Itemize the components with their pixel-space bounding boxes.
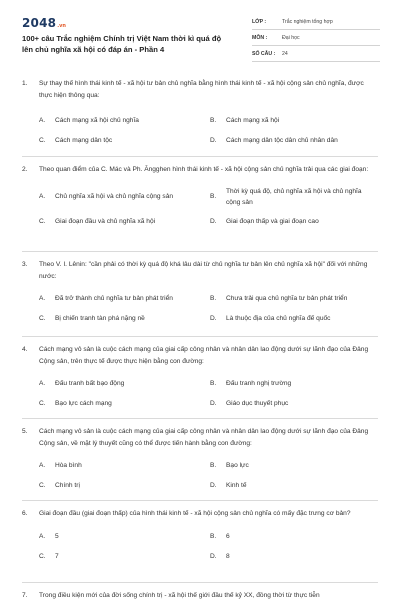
option-b[interactable]	[210, 531, 380, 542]
document-title: 100+ câu Trắc nghiệm Chính trị Việt Nam thời kì quá độ lên chủ nghĩa xã hội có đáp án - Phần 4	[22, 34, 222, 54]
meta-row-count	[252, 46, 380, 62]
option-text: Cách mạng xã hội chủ nghĩa	[55, 117, 139, 124]
question-number: 5.	[22, 428, 28, 435]
option-letter: A.	[39, 462, 46, 469]
logo-text: 2048	[22, 16, 57, 30]
question-text: Cách mạng vô sản là cuộc cách mạng của giai cấp công nhân và nhân dân lao động dưới sự lãnh đạo của Đảng Cộng sản, về mặt lý thuyết cũng có thể được tiến hành bằng con đường:	[39, 428, 369, 447]
option-a[interactable]	[39, 293, 209, 304]
option-text: Thời kỳ quá độ, chủ nghĩa xã hội và chủ nghĩa cộng sản	[226, 187, 362, 206]
question-divider	[22, 251, 378, 252]
option-d[interactable]	[210, 216, 380, 227]
question-number: 1.	[22, 80, 28, 87]
option-letter: A.	[39, 295, 46, 302]
meta-value: Đại học	[282, 34, 300, 41]
option-text: 5	[55, 532, 59, 540]
question-text: Cách mạng vô sản là cuộc cách mạng của giai cấp công nhân và nhân dân lao động dưới sự lãnh đạo của Đảng Cộng sản, trên thực tế được thực hiện bằng con đường:	[39, 346, 369, 365]
option-text: Hòa bình	[55, 462, 82, 469]
meta-row-class	[252, 14, 380, 30]
option-letter: C.	[39, 552, 46, 560]
meta-value: Trắc nghiệm tổng hợp	[282, 18, 333, 25]
option-letter: C.	[39, 400, 46, 407]
option-d[interactable]	[210, 313, 380, 324]
option-letter: B.	[210, 532, 217, 540]
option-text: Giáo dục thuyết phục	[226, 400, 289, 407]
option-letter: B.	[210, 192, 217, 200]
option-text: Là thuộc địa của chủ nghĩa đế quốc	[226, 315, 331, 322]
option-c[interactable]	[39, 135, 209, 146]
question-text: Theo V. I. Lênin: "cần phải có thời kỳ quá độ khá lâu dài từ chủ nghĩa tư bản lên chủ nghĩa xã hội" đối với những nước:	[39, 261, 368, 280]
question-6	[22, 508, 378, 567]
option-text: Bạo lực cách mạng	[55, 400, 112, 407]
question-text: Giai đoạn đầu (giai đoạn thấp) của hình thái kinh tế - xã hội cộng sản chủ nghĩa có mấy đặc trưng cơ bản?	[39, 510, 351, 517]
option-b[interactable]	[210, 115, 380, 126]
option-letter: D.	[210, 400, 217, 407]
option-letter: C.	[39, 137, 46, 144]
question-number: 7.	[22, 592, 28, 599]
question-4	[22, 344, 378, 414]
option-letter: D.	[210, 482, 217, 489]
option-letter: D.	[210, 552, 217, 560]
question-7	[22, 590, 378, 600]
option-letter: B.	[210, 380, 217, 387]
option-text: Chính trị	[55, 482, 80, 489]
option-letter: D.	[210, 217, 217, 225]
document-header	[0, 0, 400, 62]
option-text: Giai đoạn thấp và giai đoạn cao	[226, 217, 319, 225]
question-5	[22, 426, 378, 496]
question-divider	[22, 336, 378, 337]
meta-row-subject	[252, 30, 380, 46]
option-text: 7	[55, 552, 59, 560]
question-divider	[22, 500, 378, 501]
option-text: Đã trở thành chủ nghĩa tư bản phát triển	[55, 295, 173, 302]
option-b[interactable]	[210, 186, 380, 208]
meta-value: 24	[282, 50, 288, 57]
option-text: Đấu tranh nghị trường	[226, 380, 292, 387]
option-letter: D.	[210, 315, 217, 322]
option-letter: A.	[39, 532, 46, 540]
logo-suffix: .vn	[57, 23, 66, 29]
option-d[interactable]	[210, 135, 380, 146]
option-c[interactable]	[39, 216, 209, 227]
option-text: Cách mạng xã hội	[226, 117, 280, 124]
question-text: Sự thay thế hình thái kinh tế - xã hội tư bản chủ nghĩa bằng hình thái kinh tế - xã hội cộng sản chủ nghĩa, được thực hiện thông qua:	[39, 80, 364, 99]
question-number: 3.	[22, 261, 28, 268]
option-text: Chủ nghĩa xã hội và chủ nghĩa cộng sản	[55, 192, 174, 200]
option-b[interactable]	[210, 460, 380, 471]
question-text: Theo quan điểm của C. Mác và Ph. Ăngghen hình thái kinh tế - xã hội cộng sản chủ nghĩa trải qua các giai đoạn:	[39, 166, 369, 173]
option-letter: B.	[210, 462, 217, 469]
option-letter: B.	[210, 295, 217, 302]
question-3	[22, 259, 378, 329]
question-number: 2.	[22, 166, 28, 173]
option-letter: D.	[210, 137, 217, 144]
option-d[interactable]	[210, 551, 380, 562]
option-text: Chưa trải qua chủ nghĩa tư bản phát triển	[226, 295, 348, 302]
option-letter: C.	[39, 482, 46, 489]
question-text: Trong điều kiện mới của đời sống chính trị - xã hội thế giới đầu thế kỷ XX, đồng thời từ thực tiễn	[39, 592, 320, 599]
question-1	[22, 78, 378, 151]
option-d[interactable]	[210, 398, 380, 409]
option-text: Bạo lực	[226, 462, 249, 469]
option-c[interactable]	[39, 398, 209, 409]
option-text: Bị chiến tranh tàn phá nặng nề	[55, 315, 145, 322]
option-d[interactable]	[210, 480, 380, 491]
option-text: 6	[226, 532, 230, 540]
option-text: Cách mạng dân tộc	[55, 137, 113, 144]
question-number: 6.	[22, 510, 28, 517]
option-text: Đấu tranh bất bạo động	[55, 380, 125, 387]
option-text: Cách mạng dân tộc dân chủ nhân dân	[226, 137, 338, 144]
option-a[interactable]	[39, 191, 209, 202]
option-text: Giai đoạn đầu và chủ nghĩa xã hội	[55, 217, 156, 225]
option-a[interactable]	[39, 460, 209, 471]
meta-label: MÔN :	[252, 34, 268, 41]
question-divider	[22, 418, 378, 419]
option-letter: C.	[39, 315, 46, 322]
question-divider	[22, 156, 378, 157]
option-letter: B.	[210, 117, 217, 124]
option-a[interactable]	[39, 378, 209, 389]
option-b[interactable]	[210, 293, 380, 304]
question-number: 4.	[22, 346, 28, 353]
option-letter: A.	[39, 117, 46, 124]
document-meta	[252, 14, 380, 62]
option-b[interactable]	[210, 378, 380, 389]
option-c[interactable]	[39, 480, 209, 491]
option-c[interactable]	[39, 551, 209, 562]
meta-label: SỐ CÂU :	[252, 50, 276, 57]
option-letter: C.	[39, 217, 46, 225]
option-a[interactable]	[39, 531, 209, 542]
option-a[interactable]	[39, 115, 209, 126]
site-logo[interactable]	[22, 15, 66, 29]
question-divider	[22, 582, 378, 583]
option-letter: A.	[39, 192, 46, 200]
question-2	[22, 164, 378, 230]
option-text: Kinh tế	[226, 482, 247, 489]
option-text: 8	[226, 552, 230, 560]
option-letter: A.	[39, 380, 46, 387]
meta-label: LỚP :	[252, 18, 267, 25]
option-c[interactable]	[39, 313, 209, 324]
